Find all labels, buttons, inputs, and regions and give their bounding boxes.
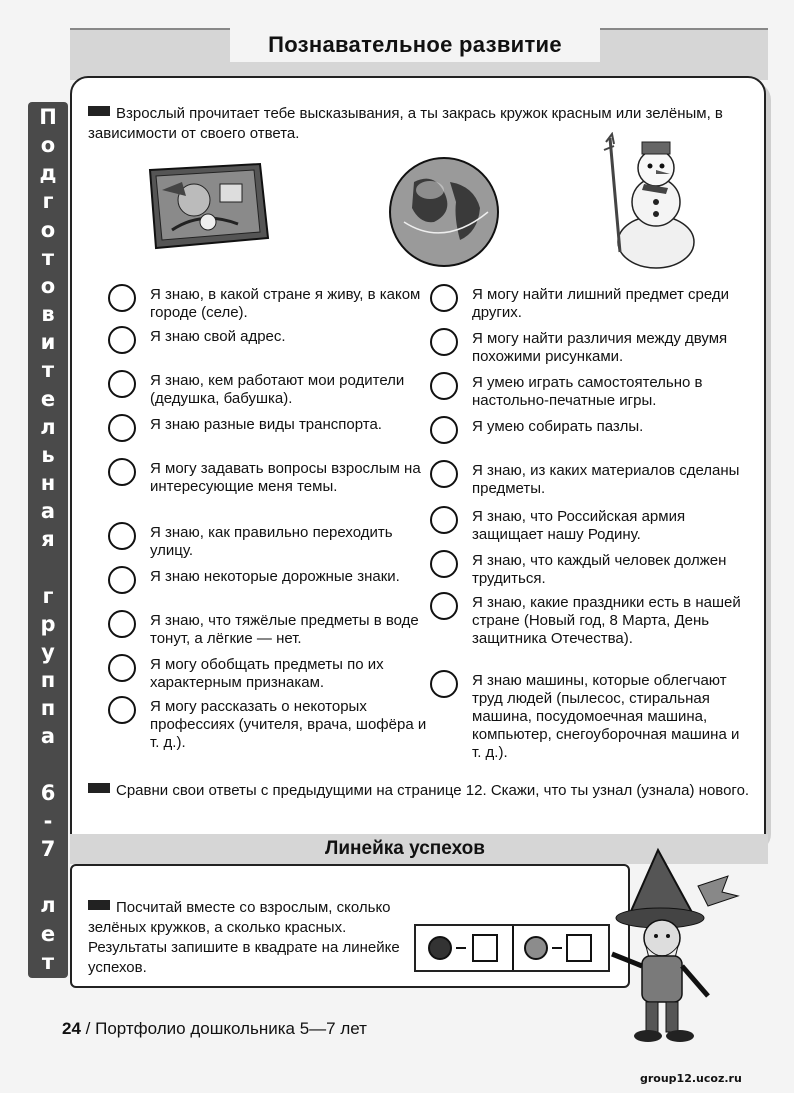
side-letter: я	[41, 527, 55, 552]
side-letter: 6	[40, 780, 56, 805]
statement-text: Я знаю, что тяжёлые предметы в воде тонут, а лёгкие — нет.	[150, 612, 419, 647]
answer-circle[interactable]	[108, 522, 136, 550]
statement-text: Я знаю некоторые дорожные знаки.	[150, 568, 400, 585]
side-letter: о	[40, 273, 56, 298]
statement-text: Я знаю машины, которые облегчают труд людей (пылесос, стиральная машина, посудомоечная машина, компьютер, снегоуборочная машина и т. д.).	[472, 672, 740, 761]
answer-circle[interactable]	[108, 566, 136, 594]
side-letter: т	[41, 245, 55, 270]
side-letter: р	[40, 611, 56, 636]
success-line-strip	[414, 924, 610, 972]
book-title: Портфолио дошкольника 5—7 лет	[95, 1019, 367, 1038]
answer-circle[interactable]	[108, 610, 136, 638]
answer-circle[interactable]	[430, 550, 458, 578]
dash-separator	[552, 947, 562, 949]
statement-text: Я умею собирать пазлы.	[472, 418, 644, 435]
statement-text: Я знаю, в какой стране я живу, в каком городе (селе).	[150, 286, 421, 321]
intro-label: Взрослый прочитает тебе высказывания, а ты закрась кружок красным или зелёным, в зависимости от своего ответа.	[88, 105, 723, 142]
side-letter: у	[41, 639, 55, 664]
statement-text: Я знаю, из каких материалов сделаны предметы.	[472, 462, 740, 497]
side-letter: 7	[40, 837, 56, 862]
statement-text: Я могу найти различия между двумя похожими рисунками.	[472, 330, 728, 365]
snowman-illustration	[596, 132, 706, 277]
side-letter: в	[41, 302, 55, 327]
side-letter: ь	[41, 442, 55, 467]
green-circle-icon	[524, 936, 548, 960]
page-footer	[62, 1018, 367, 1040]
side-letter: а	[40, 499, 56, 524]
site-watermark: group12.ucoz.ru	[640, 1072, 742, 1085]
answer-circle[interactable]	[430, 592, 458, 620]
side-letter: о	[40, 217, 56, 242]
side-letter: е	[40, 921, 56, 946]
statement-text: Я знаю свой адрес.	[150, 328, 286, 345]
gnome-illustration	[598, 846, 748, 1051]
answer-circle[interactable]	[108, 696, 136, 724]
side-group-label	[28, 106, 68, 974]
red-circle-icon	[428, 936, 452, 960]
side-letter: д	[39, 161, 57, 186]
dash-separator	[456, 947, 466, 949]
side-letter: о	[40, 133, 56, 158]
section-title: Линейка успехов	[270, 834, 540, 864]
statement-text: Я могу рассказать о некоторых профессиях (учителя, врача, шофёра и т. д.).	[150, 698, 427, 751]
side-letter: е	[40, 386, 56, 411]
bullet-marker	[88, 106, 110, 116]
statement-text: Я знаю, что Российская армия защищает нашу Родину.	[472, 508, 686, 543]
answer-circle[interactable]	[108, 370, 136, 398]
answer-circle[interactable]	[108, 326, 136, 354]
bullet-marker	[88, 783, 110, 793]
side-letter: и	[40, 330, 56, 355]
answer-circle[interactable]	[108, 414, 136, 442]
red-count-box[interactable]	[472, 934, 498, 962]
side-letter: н	[40, 471, 56, 496]
answer-circle[interactable]	[430, 372, 458, 400]
statement-text: Я знаю, какие праздники есть в нашей стране (Новый год, 8 Марта, День защитника Отечества).	[472, 594, 741, 647]
side-letter: т	[41, 358, 55, 383]
globe-illustration	[384, 152, 504, 277]
answer-circle[interactable]	[430, 284, 458, 312]
statement-text: Я могу найти лишний предмет среди других.	[472, 286, 729, 321]
answer-circle[interactable]	[430, 670, 458, 698]
side-letter: -	[43, 808, 53, 833]
answer-circle[interactable]	[430, 328, 458, 356]
side-letter: П	[39, 105, 57, 129]
page-title: Познавательное развитие	[230, 28, 600, 62]
compare-label: Сравни свои ответы с предыдущими на странице 12. Скажи, что ты узнал (узнала) нового.	[116, 782, 750, 799]
answer-circle[interactable]	[108, 654, 136, 682]
compare-text	[88, 780, 750, 801]
answer-circle[interactable]	[108, 284, 136, 312]
statement-text: Я знаю, как правильно переходить улицу.	[150, 524, 393, 559]
answer-circle[interactable]	[430, 416, 458, 444]
statement-text: Я знаю разные виды транспорта.	[150, 416, 382, 433]
count-label: Посчитай вместе со взрослым, сколько зелёных кружков, а сколько красных. Результаты запишите в квадрате на линейке успехов.	[88, 899, 400, 976]
puzzle-illustration	[142, 160, 272, 257]
count-instruction	[88, 898, 404, 978]
statement-text: Я могу обобщать предметы по их характерным признакам.	[150, 656, 384, 691]
statement-text: Я знаю, кем работают мои родители (дедушка, бабушка).	[150, 372, 405, 407]
side-band	[28, 102, 68, 978]
green-count-box[interactable]	[566, 934, 592, 962]
side-letter: а	[40, 724, 56, 749]
side-letter: п	[40, 668, 56, 693]
side-letter: г	[42, 583, 54, 608]
answer-circle[interactable]	[108, 458, 136, 486]
statement-text: Я умею играть самостоятельно в настольно-печатные игры.	[472, 374, 703, 409]
statement-text: Я знаю, что каждый человек должен трудиться.	[472, 552, 727, 587]
strip-divider	[512, 926, 514, 970]
page-number: 24	[62, 1019, 81, 1038]
side-letter: т	[41, 949, 55, 974]
footer-separator: /	[85, 1019, 91, 1038]
side-letter: г	[42, 189, 54, 214]
side-letter: л	[40, 414, 56, 439]
side-letter: л	[40, 893, 56, 918]
answer-circle[interactable]	[430, 460, 458, 488]
answer-circle[interactable]	[430, 506, 458, 534]
statement-text: Я могу задавать вопросы взрослым на интересующие меня темы.	[150, 460, 421, 495]
bullet-marker	[88, 900, 110, 910]
side-letter: п	[40, 696, 56, 721]
